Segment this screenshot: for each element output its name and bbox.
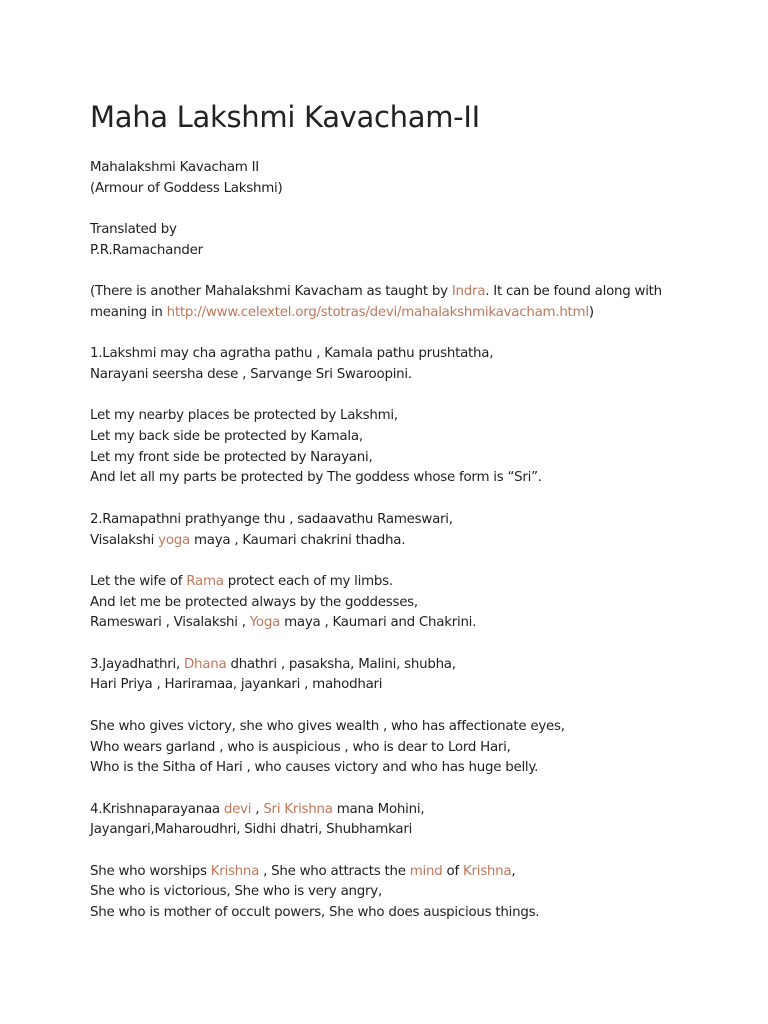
translator-block [90, 220, 750, 261]
meaning-line: And let me be protected always by the goddesses, [90, 594, 418, 610]
text-run: protect each of my limbs. [223, 573, 393, 589]
subtitle-line: Mahalakshmi Kavacham II [90, 160, 260, 175]
link-dhana[interactable]: Dhana [183, 656, 227, 672]
text-run: Rameswari , Visalakshi , [90, 615, 250, 631]
note-line [90, 282, 750, 303]
text-run: meaning in [90, 304, 167, 320]
meaning-line: Let my nearby places be protected by Lakshmi, [90, 408, 398, 424]
meaning-line: Let my front side be protected by Narayani, [90, 449, 373, 465]
subtitle-block [90, 158, 750, 199]
link-indra[interactable]: Indra [451, 284, 486, 300]
meaning-line: She who gives victory, she who gives wealth , who has affectionate eyes, [90, 718, 565, 734]
text-run: ) [588, 304, 594, 320]
text-run: , She who attracts the [259, 863, 410, 879]
text-run: 4.Krishnaparayanaa [90, 801, 224, 817]
meaning-line [90, 862, 750, 883]
verse-line: Jayangari,Maharoudhri, Sidhi dhatri, Shubhamkari [90, 822, 413, 838]
text-run: of [442, 863, 463, 879]
link-rama[interactable]: Rama [186, 573, 224, 589]
text-run: (There is another Mahalakshmi Kavacham as taught by [90, 284, 452, 300]
verse-line: 2.Ramapathni prathyange thu , sadaavathu Rameswari, [90, 511, 453, 527]
subtitle-line: (Armour of Goddess Lakshmi) [90, 180, 283, 196]
verse-2 [90, 510, 750, 551]
link-yoga[interactable]: yoga [158, 532, 190, 548]
link-devi[interactable]: devi [223, 801, 252, 817]
translator-name: P.R.Ramachander [90, 242, 203, 258]
verse-1 [90, 344, 750, 385]
meaning-4 [90, 862, 750, 924]
text-run: mana Mohini, [332, 801, 425, 817]
verse-line: Narayani seersha dese , Sarvange Sri Swaroopini. [90, 366, 412, 382]
verse-line [90, 800, 750, 821]
link-krishna[interactable]: Krishna [210, 863, 260, 879]
text-run: , [511, 863, 516, 879]
meaning-line: Who wears garland , who is auspicious , who is dear to Lord Hari, [90, 739, 511, 755]
meaning-2 [90, 572, 750, 634]
verse-line: Hari Priya , Hariramaa, jayankari , mahodhari [90, 677, 383, 693]
verse-3 [90, 655, 750, 696]
meaning-line: Let my back side be protected by Kamala, [90, 429, 363, 445]
meaning-3 [90, 717, 750, 779]
verse-line [90, 655, 750, 676]
link-krishna[interactable]: Krishna [462, 863, 512, 879]
meaning-line: Who is the Sitha of Hari , who causes victory and who has huge belly. [90, 760, 539, 776]
link-mind[interactable]: mind [409, 863, 443, 879]
text-run: , [251, 801, 264, 817]
meaning-line [90, 613, 750, 634]
text-run: maya , Kaumari and Chakrini. [280, 615, 477, 631]
link-yoga[interactable]: Yoga [249, 615, 281, 631]
note-line [90, 303, 750, 324]
note-paragraph [90, 282, 750, 323]
meaning-line: And let all my parts be protected by The goddess whose form is “Sri”. [90, 470, 542, 486]
text-run: She who worships [90, 863, 211, 879]
text-run: Visalakshi [90, 532, 159, 548]
link-url[interactable]: http://www.celextel.org/stotras/devi/mahalakshmikavacham.html [166, 304, 589, 320]
text-run: maya , Kaumari chakrini thadha. [189, 532, 406, 548]
meaning-line: She who is mother of occult powers, She who does auspicious things. [90, 905, 540, 921]
document-page [90, 98, 750, 945]
verse-line: 1.Lakshmi may cha agratha pathu , Kamala pathu prushtatha, [90, 346, 494, 362]
meaning-line: She who is victorious, She who is very angry, [90, 884, 382, 900]
meaning-1 [90, 406, 750, 489]
text-run: 3.Jayadhathri, [90, 656, 184, 672]
text-run: . It can be found along with [485, 284, 662, 300]
meaning-line [90, 572, 750, 593]
translator-label: Translated by [90, 222, 177, 238]
text-run: dhathri , pasaksha, Malini, shubha, [226, 656, 456, 672]
text-run: Let the wife of [90, 573, 187, 589]
link-sri-krishna[interactable]: Sri Krishna [263, 801, 333, 817]
page-title: Maha Lakshmi Kavacham-II [90, 100, 480, 134]
verse-line [90, 531, 750, 552]
verse-4 [90, 800, 750, 841]
